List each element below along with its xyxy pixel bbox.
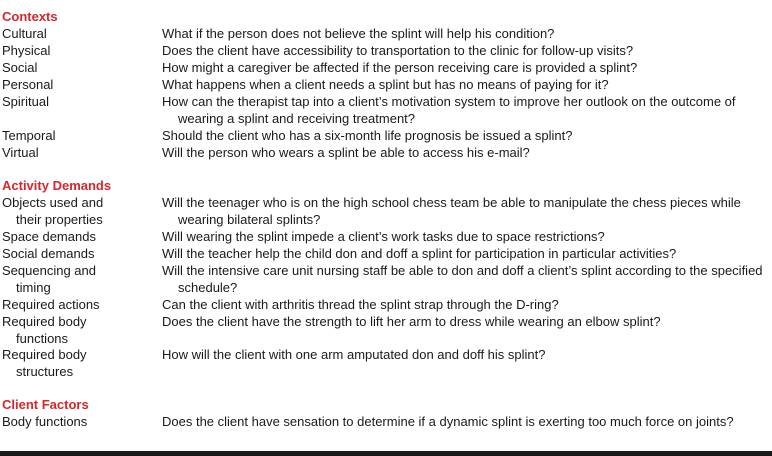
row-label: Social demands: [2, 246, 95, 261]
row-label: Personal: [2, 77, 54, 92]
row-label-line-2: functions: [16, 331, 69, 346]
row-question: Does the client have sensation to determine if a dynamic splint is exerting too much force on joints?: [162, 414, 734, 429]
row-question: What happens when a client needs a splint but has no means of paying for it?: [162, 77, 609, 92]
row-question: Will the teenager who is on the high school chess team be able to manipulate the chess pieces while wearing bilateral splints?: [162, 195, 741, 227]
row-label-line-1: Objects used and: [2, 195, 104, 210]
row-question: Does the client have the strength to lift her arm to dress while wearing an elbow splint?: [162, 314, 661, 329]
row-question: Does the client have accessibility to transportation to the clinic for follow-up visits?: [162, 43, 634, 58]
row-label-line-1: Required body: [2, 347, 87, 362]
row-label: Required actions: [2, 297, 100, 312]
row-question: Will wearing the splint impede a client’s work tasks due to space restrictions?: [162, 229, 605, 244]
bottom-rule: [0, 451, 772, 456]
row-question: What if the person does not believe the splint will help his condition?: [162, 26, 555, 41]
row-question: Will the intensive care unit nursing staff be able to don and doff a client’s splint according to the specified schedule?: [162, 263, 763, 295]
row-label: Temporal: [2, 128, 56, 143]
row-label-line-2: timing: [16, 280, 51, 295]
row-label: Space demands: [2, 229, 96, 244]
row-question: Should the client who has a six-month life prognosis be issued a splint?: [162, 128, 573, 143]
row-label-line-1: Sequencing and: [2, 263, 96, 278]
row-label: [2, 194, 152, 228]
row-label: Virtual: [2, 145, 39, 160]
row-label: [2, 313, 152, 347]
section-heading-client-factors: Client Factors: [2, 397, 89, 412]
row-label-line-2: their properties: [16, 212, 103, 227]
section-heading-activity-demands: Activity Demands: [2, 178, 112, 193]
row-question: Can the client with arthritis thread the splint strap through the D-ring?: [162, 297, 559, 312]
row-question: Will the teacher help the child don and doff a splint for participation in particular activities?: [162, 246, 677, 261]
section-heading-contexts: Contexts: [2, 9, 58, 24]
row-label: Cultural: [2, 26, 47, 41]
row-question: How might a caregiver be affected if the person receiving care is provided a splint?: [162, 60, 638, 75]
row-question: How will the client with one arm amputated don and doff his splint?: [162, 347, 546, 362]
row-question: Will the person who wears a splint be able to access his e-mail?: [162, 145, 530, 160]
row-label: Spiritual: [2, 94, 49, 109]
row-label: Body functions: [2, 414, 88, 429]
row-label: [2, 346, 152, 380]
row-label: [2, 262, 152, 296]
row-label-line-1: Required body: [2, 314, 87, 329]
row-label: Physical: [2, 43, 51, 58]
row-question: How can the therapist tap into a client’s motivation system to improve her outlook on the outcome of wearing a splint and receiving treatment?: [162, 94, 736, 126]
row-label: Social: [2, 60, 38, 75]
row-label-line-2: structures: [16, 364, 74, 379]
